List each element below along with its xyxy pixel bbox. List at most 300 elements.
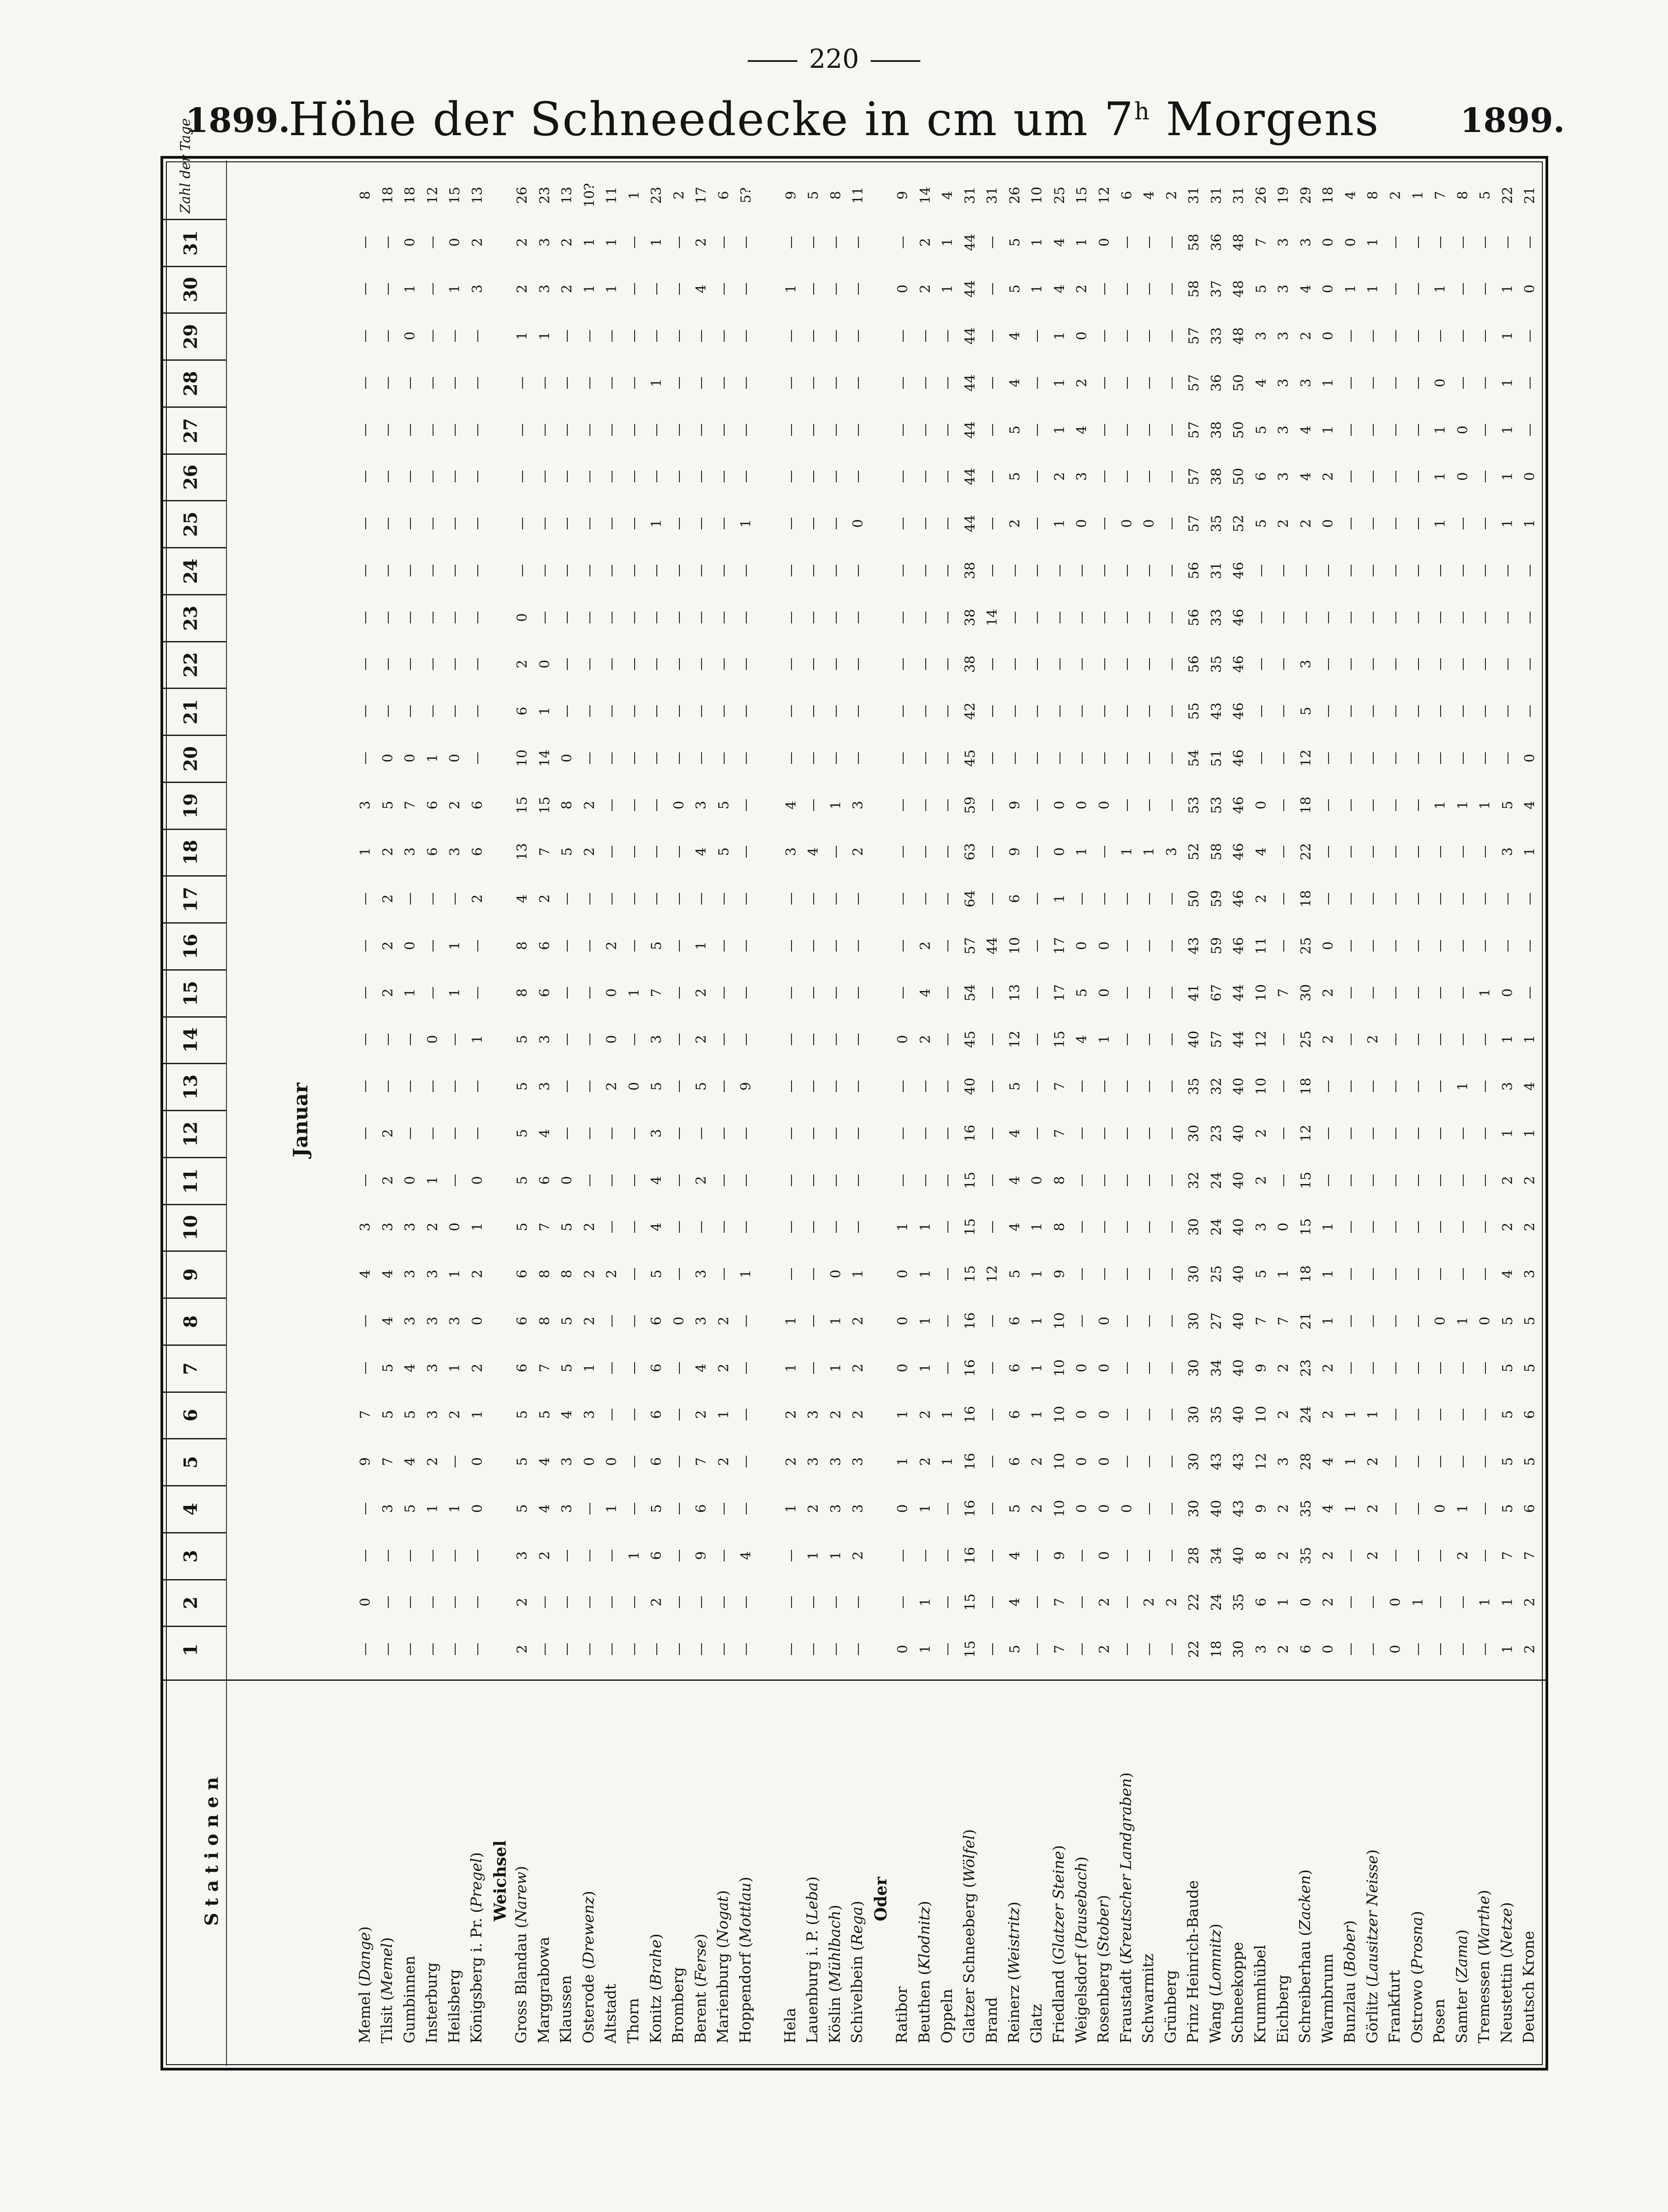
value-dash bbox=[1351, 799, 1352, 811]
value-dash bbox=[477, 1596, 478, 1608]
value-dash bbox=[1127, 752, 1128, 764]
value-cell: 5 bbox=[380, 1363, 396, 1372]
value-dash bbox=[365, 612, 366, 623]
value-dash bbox=[1373, 1596, 1374, 1608]
value-cell: 0 bbox=[358, 1598, 374, 1607]
value-cell: 1 bbox=[626, 1551, 642, 1560]
value-cell: 54 bbox=[962, 984, 978, 1001]
value-dash bbox=[1463, 705, 1464, 717]
value-dash bbox=[1104, 1127, 1105, 1139]
value-dash bbox=[1395, 1080, 1396, 1092]
value-dash bbox=[992, 705, 993, 717]
value-dash bbox=[1530, 424, 1531, 436]
value-dash bbox=[1328, 612, 1329, 623]
value-cell: 4 bbox=[402, 1457, 419, 1466]
value-cell: 1 bbox=[1119, 847, 1135, 856]
value-cell: 3 bbox=[514, 1551, 531, 1560]
value-dash bbox=[634, 658, 635, 670]
value-cell: 4 bbox=[559, 1410, 575, 1419]
value-cell: 0 bbox=[1097, 941, 1113, 950]
value-dash bbox=[1104, 1268, 1105, 1280]
value-cell: 1 bbox=[850, 1269, 867, 1278]
value-dash bbox=[679, 565, 680, 576]
value-dash bbox=[1328, 799, 1329, 811]
value-dash bbox=[1373, 424, 1374, 436]
value-cell: 2 bbox=[1365, 1035, 1381, 1044]
value-dash bbox=[701, 1127, 702, 1139]
value-dash bbox=[903, 330, 904, 342]
value-cell: 2 bbox=[1097, 1645, 1113, 1654]
value-cell: 22 bbox=[1186, 1641, 1202, 1658]
value-cell: 3 bbox=[424, 1410, 441, 1419]
value-cell: 9 bbox=[738, 1082, 754, 1091]
value-dash bbox=[1037, 846, 1038, 858]
value-dash bbox=[679, 1643, 680, 1655]
value-dash bbox=[1485, 1550, 1486, 1561]
value-dash bbox=[1418, 1127, 1419, 1139]
value-cell: 10 bbox=[1007, 937, 1023, 954]
value-dash bbox=[1127, 330, 1128, 342]
value-cell: 1 bbox=[895, 1457, 911, 1466]
value-dash bbox=[589, 1127, 590, 1139]
day-row-line bbox=[163, 1626, 226, 1627]
value-cell: 5 bbox=[1499, 1316, 1516, 1325]
station-name: Brand bbox=[982, 1997, 1000, 2043]
value-dash bbox=[612, 752, 613, 764]
value-cell: 0 bbox=[1320, 238, 1337, 247]
value-dash bbox=[1463, 612, 1464, 623]
value-cell: 0 bbox=[1074, 1363, 1090, 1372]
value-dash bbox=[746, 283, 747, 295]
value-cell: 2 bbox=[1276, 1410, 1292, 1419]
value-dash bbox=[992, 1596, 993, 1608]
value-cell: 35 bbox=[1208, 656, 1225, 673]
value-dash bbox=[791, 236, 792, 248]
value-cell: 8 bbox=[537, 1269, 553, 1278]
value-cell: 1 bbox=[1432, 801, 1449, 810]
value-dash bbox=[947, 752, 948, 764]
value-cell: 0 bbox=[1051, 801, 1068, 810]
value-cell: 0 bbox=[828, 1269, 844, 1278]
value-dash bbox=[1373, 1174, 1374, 1186]
value-cell: 2 bbox=[537, 1551, 553, 1560]
value-cell: 4 bbox=[1007, 1129, 1023, 1138]
station-name: Marienburg (Nogat) bbox=[714, 1890, 732, 2043]
value-dash bbox=[836, 1127, 837, 1139]
value-dash bbox=[746, 705, 747, 717]
value-dash bbox=[1149, 658, 1150, 670]
value-cell: 33 bbox=[1208, 327, 1225, 345]
value-dash bbox=[813, 1315, 814, 1327]
day-row-line bbox=[163, 266, 226, 267]
value-dash bbox=[477, 752, 478, 764]
value-dash bbox=[1395, 283, 1396, 295]
value-dash bbox=[545, 565, 546, 576]
value-cell: 44 bbox=[962, 468, 978, 486]
value-cell: 3 bbox=[850, 1504, 867, 1513]
value-cell: 56 bbox=[1186, 608, 1202, 626]
station-name: Wang (Lomnitz) bbox=[1206, 1924, 1224, 2043]
value-dash bbox=[1485, 705, 1486, 717]
value-cell: 2 bbox=[1253, 1176, 1269, 1185]
value-dash bbox=[1082, 658, 1083, 670]
value-cell: 59 bbox=[1208, 937, 1225, 954]
value-cell: 1 bbox=[828, 801, 844, 810]
day-row-line bbox=[163, 1063, 226, 1064]
value-dash bbox=[1104, 705, 1105, 717]
value-dash bbox=[567, 518, 568, 529]
value-dash bbox=[1351, 1221, 1352, 1233]
station-name: Weigelsdorf (Pausebach) bbox=[1072, 1856, 1090, 2043]
value-dash bbox=[1395, 1503, 1396, 1514]
value-cell: 7 bbox=[1522, 1551, 1538, 1560]
value-dash bbox=[1463, 518, 1464, 529]
value-dash bbox=[947, 893, 948, 905]
value-dash bbox=[410, 1033, 411, 1045]
value-cell: 1 bbox=[895, 1222, 911, 1231]
value-dash bbox=[1440, 1409, 1441, 1420]
station-name: Heilsberg bbox=[445, 1969, 463, 2043]
value-dash bbox=[1351, 1033, 1352, 1045]
value-cell: 1 bbox=[828, 1363, 844, 1372]
value-dash bbox=[477, 940, 478, 952]
value-dash bbox=[634, 236, 635, 248]
value-dash bbox=[724, 330, 725, 342]
value-dash bbox=[1485, 565, 1486, 576]
value-dash bbox=[1104, 846, 1105, 858]
value-cell: 36 bbox=[1208, 233, 1225, 251]
value-cell: 0 bbox=[1432, 1316, 1449, 1325]
value-cell: 1 bbox=[1051, 425, 1068, 434]
value-cell: 16 bbox=[962, 1406, 978, 1424]
value-dash bbox=[992, 1503, 993, 1514]
value-dash bbox=[925, 612, 926, 623]
value-cell: 1 bbox=[447, 1504, 463, 1513]
value-dash bbox=[679, 1268, 680, 1280]
value-cell: 2 bbox=[1320, 1551, 1337, 1560]
value-cell: 4 bbox=[1141, 191, 1158, 200]
value-dash bbox=[746, 236, 747, 248]
value-dash bbox=[1485, 377, 1486, 389]
value-cell: 3 bbox=[649, 1129, 665, 1138]
value-cell: 3 bbox=[424, 1363, 441, 1372]
day-row-line bbox=[163, 219, 226, 220]
value-dash bbox=[836, 893, 837, 905]
value-dash bbox=[545, 471, 546, 482]
value-cell: 1 bbox=[940, 284, 956, 293]
value-cell: 10? bbox=[581, 183, 598, 208]
value-dash bbox=[455, 377, 456, 389]
value-cell: 1 bbox=[917, 1598, 933, 1607]
value-dash bbox=[567, 565, 568, 576]
value-dash bbox=[1172, 893, 1173, 905]
value-cell: 2 bbox=[1253, 1129, 1269, 1138]
value-cell: 6 bbox=[1007, 1363, 1023, 1372]
value-dash bbox=[947, 471, 948, 482]
value-cell: 58 bbox=[1208, 843, 1225, 861]
station-name: Schivelbein (Rega) bbox=[848, 1901, 866, 2043]
value-dash bbox=[903, 424, 904, 436]
value-dash bbox=[1351, 940, 1352, 952]
value-cell: 3 bbox=[537, 238, 553, 247]
day-row-line bbox=[163, 359, 226, 361]
value-dash bbox=[836, 518, 837, 529]
value-cell: 14 bbox=[537, 749, 553, 767]
value-dash bbox=[1127, 1080, 1128, 1092]
station-name: Görlitz (Lausitzer Neisse) bbox=[1363, 1849, 1381, 2043]
value-dash bbox=[1418, 1456, 1419, 1467]
value-dash bbox=[1082, 1221, 1083, 1233]
value-dash bbox=[791, 330, 792, 342]
value-dash bbox=[947, 330, 948, 342]
value-cell: 2 bbox=[1365, 1457, 1381, 1466]
value-dash bbox=[679, 1127, 680, 1139]
value-dash bbox=[388, 424, 389, 436]
value-dash bbox=[903, 518, 904, 529]
value-cell: 1 bbox=[1410, 191, 1426, 200]
value-dash bbox=[1172, 330, 1173, 342]
value-cell: 16 bbox=[962, 1312, 978, 1330]
value-dash bbox=[634, 1362, 635, 1374]
day-header: 16 bbox=[180, 934, 202, 959]
station-name: Osterode (Drewenz) bbox=[579, 1891, 597, 2043]
day-header: 6 bbox=[180, 1409, 202, 1422]
value-cell: 0 bbox=[1029, 1176, 1046, 1185]
value-cell: 1 bbox=[917, 1504, 933, 1513]
value-cell: 0 bbox=[1522, 472, 1538, 481]
station-name: Berent (Ferse) bbox=[691, 1934, 709, 2043]
value-dash bbox=[634, 1174, 635, 1186]
station-name: Prinz Heinrich-Baude bbox=[1184, 1880, 1202, 2043]
value-cell: 1 bbox=[828, 1551, 844, 1560]
value-dash bbox=[791, 940, 792, 952]
value-dash bbox=[589, 705, 590, 717]
value-cell: 3 bbox=[402, 1316, 419, 1325]
value-cell: 8 bbox=[1253, 1551, 1269, 1560]
value-dash bbox=[1328, 1080, 1329, 1092]
value-cell: 2 bbox=[559, 238, 575, 247]
value-cell: 5 bbox=[1007, 1504, 1023, 1513]
value-cell: 12 bbox=[1253, 1453, 1269, 1471]
value-cell: 2 bbox=[1007, 519, 1023, 528]
value-dash bbox=[634, 893, 635, 905]
value-dash bbox=[455, 1596, 456, 1608]
value-dash bbox=[1395, 330, 1396, 342]
value-cell: 12 bbox=[1298, 749, 1314, 767]
value-cell: 40 bbox=[1186, 1031, 1202, 1048]
value-dash bbox=[567, 612, 568, 623]
station-name: Bromberg bbox=[669, 1967, 687, 2043]
value-dash bbox=[724, 518, 725, 529]
value-dash bbox=[388, 518, 389, 529]
value-dash bbox=[567, 1643, 568, 1655]
value-cell: 0 bbox=[1051, 847, 1068, 856]
value-dash bbox=[1127, 1409, 1128, 1420]
value-dash bbox=[1418, 752, 1419, 764]
value-dash bbox=[1037, 1127, 1038, 1139]
value-cell: 3 bbox=[783, 847, 799, 856]
value-dash bbox=[1373, 1127, 1374, 1139]
value-cell: 44 bbox=[962, 515, 978, 533]
value-cell: 5 bbox=[402, 1410, 419, 1419]
value-dash bbox=[1172, 565, 1173, 576]
value-cell: 5 bbox=[1499, 1504, 1516, 1513]
value-dash bbox=[634, 705, 635, 717]
stations-divider bbox=[163, 1679, 1546, 1681]
value-cell: 6 bbox=[469, 847, 485, 856]
value-dash bbox=[903, 471, 904, 482]
value-cell: 2 bbox=[917, 1457, 933, 1466]
value-dash bbox=[1172, 1643, 1173, 1655]
value-cell: 2 bbox=[1320, 988, 1337, 997]
value-cell: 22 bbox=[1499, 186, 1516, 204]
value-cell: 3 bbox=[1276, 378, 1292, 387]
value-dash bbox=[947, 377, 948, 389]
value-cell: 19 bbox=[1276, 186, 1292, 204]
value-cell: 3 bbox=[1276, 1457, 1292, 1466]
value-dash bbox=[679, 987, 680, 999]
value-cell: 15 bbox=[962, 1218, 978, 1236]
value-cell: 1 bbox=[1343, 1410, 1359, 1419]
value-dash bbox=[567, 658, 568, 670]
value-dash bbox=[992, 471, 993, 482]
value-cell: 3 bbox=[469, 284, 485, 293]
value-cell: 24 bbox=[1208, 1171, 1225, 1189]
station-name: Schneekoppe bbox=[1229, 1942, 1247, 2043]
value-dash bbox=[1373, 987, 1374, 999]
value-cell: 2 bbox=[1276, 1363, 1292, 1372]
value-cell: 4 bbox=[1320, 1457, 1337, 1466]
value-cell: 0 bbox=[604, 988, 620, 997]
value-dash bbox=[992, 1127, 993, 1139]
value-dash bbox=[1149, 1080, 1150, 1092]
value-dash bbox=[1172, 1174, 1173, 1186]
value-cell: 2 bbox=[1499, 1222, 1516, 1231]
value-dash bbox=[522, 565, 523, 576]
value-cell: 8 bbox=[559, 1269, 575, 1278]
header-divider bbox=[226, 160, 227, 2066]
value-cell: 3 bbox=[806, 1457, 822, 1466]
value-dash bbox=[634, 283, 635, 295]
value-dash bbox=[634, 424, 635, 436]
value-dash bbox=[1373, 846, 1374, 858]
station-name: Fraustadt (Kreutscher Landgraben) bbox=[1117, 1772, 1135, 2043]
value-dash bbox=[1172, 1268, 1173, 1280]
value-cell: 50 bbox=[1231, 421, 1247, 439]
value-cell: 1 bbox=[693, 941, 710, 950]
value-dash bbox=[813, 1127, 814, 1139]
day-header: 27 bbox=[180, 418, 202, 443]
value-cell: 0 bbox=[604, 1035, 620, 1044]
value-cell: 1 bbox=[604, 284, 620, 293]
value-cell: 57 bbox=[962, 937, 978, 954]
value-dash bbox=[1485, 612, 1486, 623]
value-dash bbox=[679, 846, 680, 858]
value-dash bbox=[388, 658, 389, 670]
value-cell: 0 bbox=[402, 754, 419, 763]
value-dash bbox=[1485, 518, 1486, 529]
value-dash bbox=[947, 1503, 948, 1514]
value-cell: 0 bbox=[1141, 519, 1158, 528]
value-cell: 17 bbox=[693, 186, 710, 204]
value-cell: 5 bbox=[1007, 425, 1023, 434]
value-dash bbox=[1440, 1080, 1441, 1092]
value-cell: 1 bbox=[402, 284, 419, 293]
value-cell: 30 bbox=[1186, 1124, 1202, 1142]
value-cell: 2 bbox=[581, 1269, 598, 1278]
value-cell: 2 bbox=[537, 894, 553, 903]
value-dash bbox=[388, 705, 389, 717]
value-dash bbox=[1082, 705, 1083, 717]
value-cell: 1 bbox=[581, 1363, 598, 1372]
value-cell: 1 bbox=[447, 941, 463, 950]
value-dash bbox=[925, 565, 926, 576]
value-cell: 6 bbox=[514, 1363, 531, 1372]
value-cell: 0 bbox=[1455, 425, 1471, 434]
value-cell: 7 bbox=[1499, 1551, 1516, 1560]
value-cell: 23 bbox=[1208, 1124, 1225, 1142]
value-dash bbox=[1082, 1174, 1083, 1186]
value-dash bbox=[813, 1268, 814, 1280]
value-cell: 5 bbox=[1007, 1082, 1023, 1091]
value-dash bbox=[1127, 236, 1128, 248]
value-cell: 2 bbox=[469, 1269, 485, 1278]
river-system-label: Oder bbox=[871, 1877, 891, 1921]
value-dash bbox=[791, 471, 792, 482]
value-dash bbox=[1440, 1174, 1441, 1186]
value-cell: 0 bbox=[1388, 1598, 1404, 1607]
value-cell: 4 bbox=[1007, 378, 1023, 387]
value-cell: 7 bbox=[1253, 238, 1269, 247]
value-dash bbox=[1463, 1221, 1464, 1233]
value-dash bbox=[1283, 1080, 1284, 1092]
value-cell: 1 bbox=[447, 1269, 463, 1278]
value-cell: 0 bbox=[604, 1457, 620, 1466]
value-dash bbox=[947, 1315, 948, 1327]
value-cell: 3 bbox=[537, 284, 553, 293]
value-dash bbox=[836, 1221, 837, 1233]
value-dash bbox=[746, 1409, 747, 1420]
day-row-line bbox=[163, 875, 226, 877]
value-cell: 32 bbox=[1186, 1171, 1202, 1189]
station-name: Gumbinnen bbox=[400, 1956, 418, 2043]
value-cell: 3 bbox=[1074, 472, 1090, 481]
value-dash bbox=[1395, 1221, 1396, 1233]
value-cell: 5 bbox=[514, 1410, 531, 1419]
value-cell: 4 bbox=[693, 1363, 710, 1372]
value-cell: 1 bbox=[940, 1410, 956, 1419]
value-dash bbox=[701, 424, 702, 436]
value-cell: 7 bbox=[1276, 1316, 1292, 1325]
value-cell: 0 bbox=[559, 1176, 575, 1185]
value-cell: 2 bbox=[917, 1410, 933, 1419]
value-dash bbox=[992, 1409, 993, 1420]
value-dash bbox=[1283, 612, 1284, 623]
value-cell: 43 bbox=[1208, 1453, 1225, 1471]
value-dash bbox=[656, 705, 657, 717]
value-dash bbox=[656, 752, 657, 764]
value-dash bbox=[903, 893, 904, 905]
value-cell: 0 bbox=[1097, 1363, 1113, 1372]
value-dash bbox=[1485, 1221, 1486, 1233]
value-cell: 2 bbox=[1276, 1645, 1292, 1654]
value-cell: 1 bbox=[1499, 378, 1516, 387]
value-cell: 57 bbox=[1186, 515, 1202, 533]
value-dash bbox=[746, 1315, 747, 1327]
value-cell: 1 bbox=[1029, 1316, 1046, 1325]
value-dash bbox=[724, 565, 725, 576]
value-dash bbox=[1283, 565, 1284, 576]
